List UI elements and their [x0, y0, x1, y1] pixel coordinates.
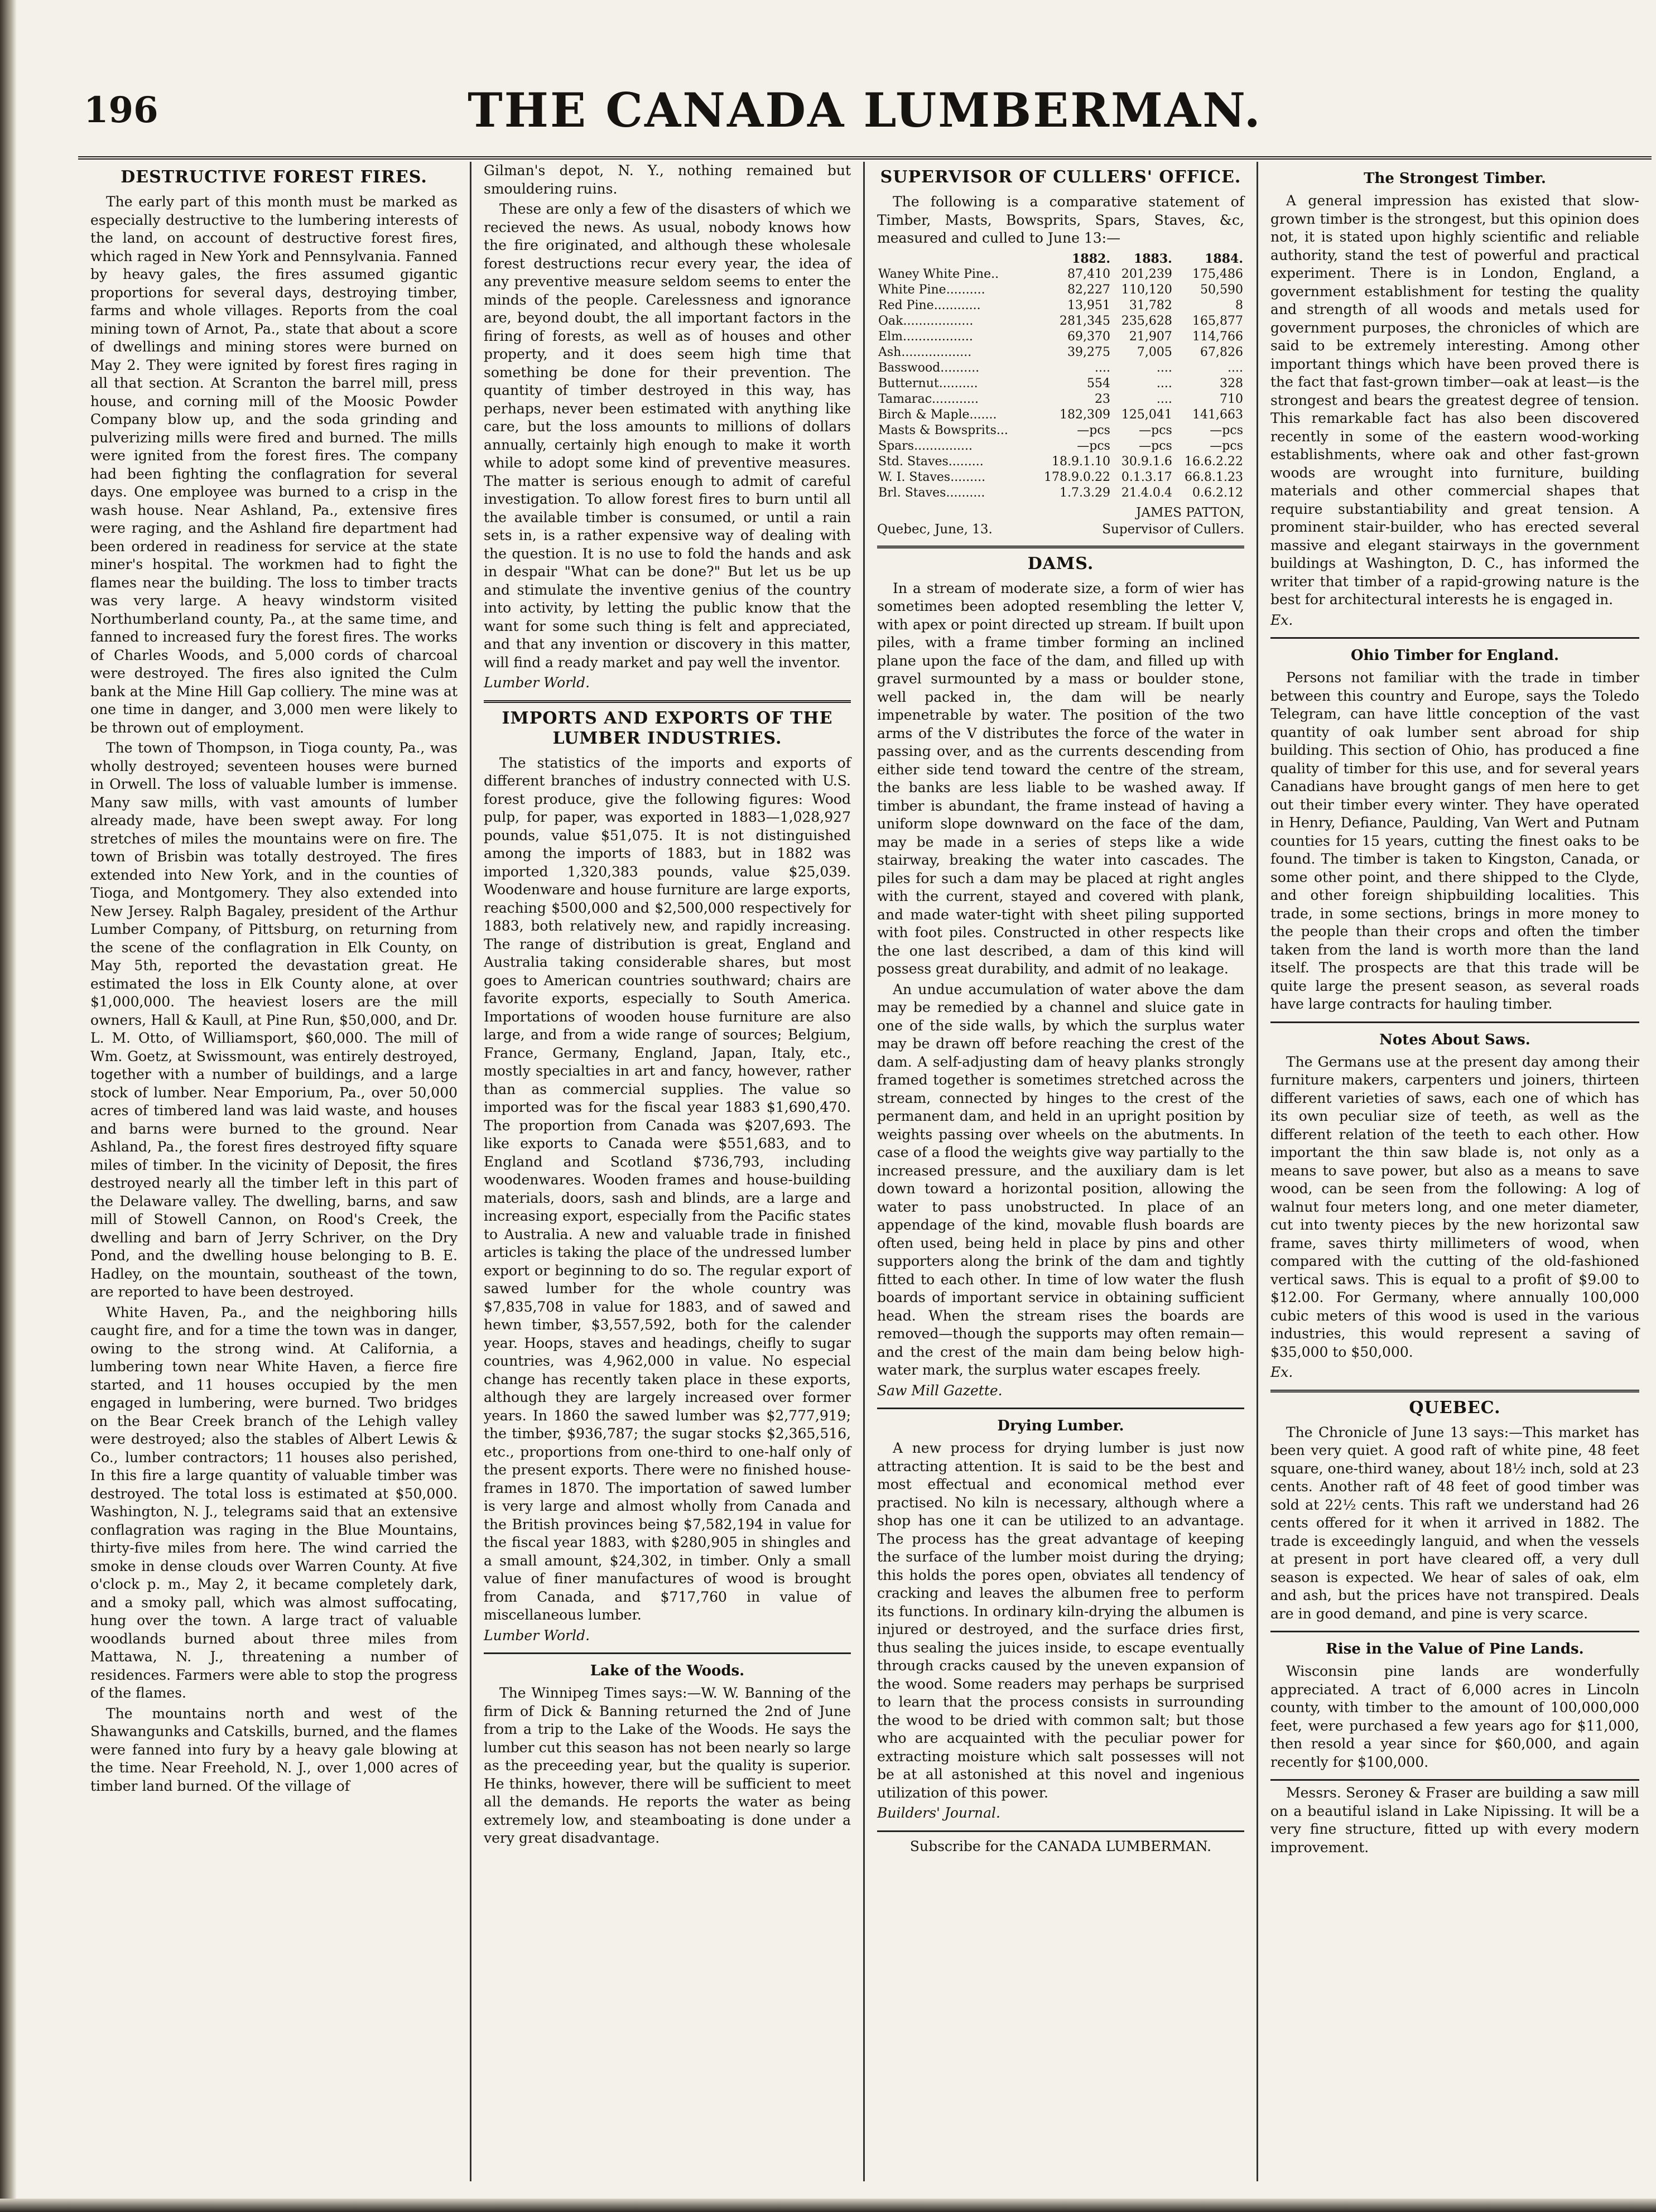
section-divider	[1270, 1021, 1639, 1023]
table-cell-value: —pcs	[1139, 423, 1172, 437]
table-row	[877, 329, 1244, 345]
table-cell-value: 0.1.3.17	[1121, 470, 1172, 484]
article-title-ohio-timber: Ohio Timber for England.	[1350, 647, 1559, 664]
table-cell-value: 67,826	[1200, 345, 1243, 359]
article-title-dams: DAMS.	[1027, 553, 1094, 574]
table-cell-label: Butternut..........	[878, 376, 978, 391]
table-cell-label: Spars...............	[878, 438, 973, 453]
section-divider	[1270, 1779, 1639, 1781]
table-row	[877, 392, 1244, 407]
article-title-forest-fires: DESTRUCTIVE FOREST FIRES.	[121, 167, 427, 187]
table-cell-value: 69,370	[1067, 329, 1110, 344]
table-cell-value: ....	[1227, 360, 1243, 375]
table-row	[877, 438, 1244, 454]
table-cell-value: —pcs	[1210, 423, 1243, 437]
table-cell-label: Ash..................	[878, 345, 972, 359]
table-row	[877, 454, 1244, 470]
column-1	[78, 162, 471, 2181]
table-header	[877, 251, 1031, 267]
masthead	[78, 67, 1652, 160]
article-paragraph: Gilman's depot, N. Y., nothing remained but smouldering ruins.	[484, 162, 851, 197]
section-divider	[1270, 637, 1639, 639]
section-divider	[877, 546, 1244, 548]
column-2	[471, 162, 865, 2181]
table-row	[877, 485, 1244, 501]
table-cell-value: 141,663	[1192, 407, 1243, 422]
table-cell-label: Masts & Bowsprits...	[878, 423, 1008, 437]
page-number: 196	[84, 89, 158, 131]
table-cell-value: 39,275	[1067, 345, 1110, 359]
article-paragraph: The Winnipeg Times says:—W. W. Banning of the firm of Dick & Banning returned the 2nd of June from a trip to the Lake of the Woods. He says the lumber cut this season has not been nearly so large as the preceeding year, but the quality is superior. He thinks, however, there will be sufficient to meet all the demands. He reports the water as being extremely low, and steamboating is done under a very great disadvantage.	[484, 1685, 851, 1846]
table-header: 1883.	[1133, 251, 1172, 266]
subscribe-notice: Subscribe for the CANADA LUMBERMAN.	[909, 1838, 1212, 1854]
table-header: 1882.	[1072, 251, 1110, 266]
table-cell-label: Tamarac............	[878, 392, 979, 406]
table-cell-value: 23	[1094, 392, 1110, 406]
article-paragraph: A general impression has existed that slow-grown timber is the strongest, but this opinion does not, it is stated upon highly scientific and reliable authority, stand the test of powerful and practical experiment. There is in London, England, a government establishment for testing the quality and strength of all woods and metals used for government purposes, the chronicles of which are said to be extremely interesting. Among other important things which have been proved there is the fact that fast-grown timber—oak at least—is the strongest and bears the greatest degree of tension. This remarkable fact has also been discovered recently in some of the eastern wood-working establishments, where oak and other fast-grown woods are wrought into furniture, building materials and other commercial shapes that require substantiability and great tension. A prominent stair-builder, who has erected several massive and elegant stairways in the government buildings at Washington, D. C., has informed the writer that timber of a rapid-growing nature is the best for architectural interests he is engaged in.	[1270, 192, 1639, 608]
section-divider	[877, 1830, 1244, 1832]
signature-name: JAMES PATTON,	[1136, 505, 1244, 520]
signature-line	[877, 521, 1244, 538]
table-cell-value: —pcs	[1077, 438, 1110, 453]
section-divider	[1270, 1631, 1639, 1632]
article-source: Ex.	[1270, 1364, 1293, 1380]
table-cell-value: 165,877	[1192, 314, 1243, 328]
article-paragraph: The early part of this month must be marked as especially destructive to the lumbering interests of the land, on account of destructive forest fires, which raged in New York and Pennsylvania. Fanned by heavy gales, the fires assumed gigantic proportions for several days, destroying timber, farms and whole villages. Reports from the coal mining town of Arnot, Pa., state that about a score of dwellings and mining stores were burned on May 2. They were ignited by forest fires raging in all that section. At Scranton the barrel mill, press house, and corning mill of the Moosic Powder Company blow up, and the soda grinding and pulverizing mills were fired and burned. The mills were ignited from the forest fires. The company had been fighting the conflagration for several days. One employee was burned to a crisp in the wash house. Near Ashland, Pa., extensive fires were raging, and the Ashland fire department had been ordered in readiness for service at the state miner's hospital. The workmen had to fight the flames near the building. The loss to timber tracts was very large. A heavy windstorm visited Northumberland county, Pa., at the same time, and fanned to increased fury the forest fires. The works of Charles Woods, and 5,000 cords of charcoal were destroyed. The fires also ignited the Culm bank at the Mine Hill Gap colliery. The mine was at one time in danger, and 3,000 men were likely to be thrown out of employment.	[90, 194, 458, 736]
article-paragraph: White Haven, Pa., and the neighboring hills caught fire, and for a time the town was in danger, owing to the strong wind. At California, a lumbering town near White Haven, a fierce fire started, and 11 houses occupied by the men engaged in lumbering, were burned. Two bridges on the Bear Creek branch of the Lehigh valley were destroyed; also the stables of Albert Lewis & Co., lumber contractors; 11 houses also perished, In this fire a large quantity of valuable timber was destroyed. The total loss is estimated at $50,000. Washington, N. J., telegrams said that an extensive conflagration was raging in the Blue Mountains, thirty-five miles from here. The wind carried the smoke in dense clouds over Warren County. At five o'clock p. m., May 2, it became completely dark, and a smoky pall, which was almost suffocating, hung over the town. A large tract of valuable woodlands burned about three miles from Mattawa, N. J., threatening a number of residences. Farmers were able to stop the progress of the flames.	[90, 1304, 458, 1701]
article-source: Ex.	[1270, 611, 1293, 628]
section-divider	[1270, 1390, 1639, 1392]
table-cell-label: Waney White Pine..	[878, 267, 999, 281]
paper-title: THE CANADA LUMBERMAN.	[468, 83, 1262, 138]
article-paragraph: The mountains north and west of the Shawangunks and Catskills, burned, and the flames were fanned into fury by a heavy gale blowing at the time. Near Freehold, N. J., over 1,000 acres of timber land burned. Of the village of	[90, 1705, 458, 1794]
table-row	[877, 298, 1244, 314]
table-row	[877, 376, 1244, 392]
table-cell-label: White Pine..........	[878, 282, 985, 297]
table-cell-label: Birch & Maple.......	[878, 407, 997, 422]
table-cell-value: ....	[1095, 360, 1110, 375]
table-cell-value: 114,766	[1192, 329, 1243, 344]
table-cell-value: 82,227	[1067, 282, 1110, 297]
article-paragraph: In a stream of moderate size, a form of wier has sometimes been adopted resembling the letter V, with apex or point directed up stream. If built upon piles, with a frame timber forming an inclined plane upon the face of the dam, and filled up with gravel surmounted by a mass or boulder stone, well packed in, the dam will be nearly impenetrable by water. The position of the two arms of the V distributes the force of the water in passing over, and as the currents descending from either side tend toward the centre of the stream, the banks are less liable to be washed away. If timber is abundant, the frame instead of having a uniform slope downward on the face of the dam, may be made in a series of steps like a wide stairway, breaking the water into cascades. The piles for such a dam may be placed at right angles with the current, stayed and covered with plank, and made water-tight with sheet piling supported with foot piles. Constructed in other respects like the one last described, a dam of this kind will possess great durability, and admit of no leakage.	[877, 580, 1244, 977]
article-title-notes-saws: Notes About Saws.	[1379, 1031, 1530, 1048]
article-title-drying-lumber: Drying Lumber.	[997, 1418, 1124, 1434]
article-paragraph: The following is a comparative statement of Timber, Masts, Bowsprits, Spars, Staves, &c, measured and culled to June 13:—	[877, 194, 1244, 246]
signature-place: Quebec, June, 13.	[877, 522, 993, 537]
article-paragraph: The Chronicle of June 13 says:—This market has been very quiet. A good raft of white pine, 48 feet square, one-third waney, about 18½ inch, sold at 23 cents. Another raft of 48 feet of good timber was sold at 22½ cents. This raft we understand had 26 cents offered for it when it arrived in 1882. The trade is exceedingly languid, and when the vessels at present in port have cleared off, a very dull season is expected. We hear of sales of oak, elm and ash, but the prices have not transpired. Deals are in good demand, and pine is very scarce.	[1270, 1424, 1639, 1622]
cullers-table	[877, 251, 1244, 501]
column-3	[865, 162, 1258, 2181]
table-cell-label: Brl. Staves..........	[878, 485, 985, 500]
table-row	[877, 407, 1244, 423]
newspaper-page	[78, 50, 1652, 2204]
table-cell-value: ....	[1156, 376, 1172, 391]
table-cell-label: Red Pine............	[878, 298, 981, 312]
section-divider	[877, 1408, 1244, 1409]
table-cell-value: 30.9.1.6	[1121, 454, 1172, 469]
table-cell-value: —pcs	[1139, 438, 1172, 453]
table-cell-value: 87,410	[1067, 267, 1110, 281]
table-cell-value: 110,120	[1121, 282, 1172, 297]
article-paragraph: Wisconsin pine lands are wonderfully appreciated. A tract of 6,000 acres in Lincoln county, with timber to the amount of 100,000,000 feet, were purchased a few years ago for $11,000, then resold a year since for $60,000, and again recently for $100,000.	[1270, 1663, 1639, 1770]
table-row	[877, 423, 1244, 438]
table-row	[877, 360, 1244, 376]
table-cell-value: ....	[1156, 360, 1172, 375]
table-cell-value: —pcs	[1077, 423, 1110, 437]
article-title-strongest-timber: The Strongest Timber.	[1364, 170, 1546, 187]
table-cell-value: 18.9.1.10	[1052, 454, 1110, 469]
section-divider	[484, 700, 851, 703]
article-title-quebec: QUEBEC.	[1409, 1397, 1501, 1418]
table-row	[877, 282, 1244, 298]
table-cell-value: 21.4.0.4	[1121, 485, 1172, 500]
table-cell-label: Elm..................	[878, 329, 973, 344]
table-cell-value: —pcs	[1210, 438, 1243, 453]
table-row	[877, 470, 1244, 485]
table-cell-value: 13,951	[1067, 298, 1110, 312]
table-cell-label: Basswood..........	[878, 360, 980, 375]
article-paragraph: The town of Thompson, in Tioga county, Pa., was wholly destroyed; seventeen houses were burned in Orwell. The loss of valuable lumber is immense. Many saw mills, with vast amounts of lumber already made, have been swept away. For long stretches of miles the mountains were on fire. The town of Brisbin was totally destroyed. The fires extended into New York, and in the counties of Tioga, and Montgomery. They also extended into New Jersey. Ralph Bagaley, president of the Arthur Lumber Company, of Pittsburg, on returning from the scene of the conflagration in Elk County, on May 5th, reported the devastation great. He estimated the loss in Elk County alone, at over $1,000,000. The heaviest losers are the mill owners, Hall & Kaull, at Pine Run, $50,000, and Dr. L. M. Otto, of Williamsport, $60,000. The mill of Wm. Goetz, at Swissmount, was entirely destroyed, together with a number of buildings, and a large stock of lumber. Near Emporium, Pa., over 50,000 acres of timbered land was laid waste, and houses and barns were burned to the ground. Near Ashland, Pa., the forest fires destroyed fifty square miles of timber. In the vicinity of Deposit, the fires destroyed nearly all the timber left in this part of the Delaware valley. The dwelling, barns, and saw mill of Stowell Cannon, on Rood's Creek, the dwelling and barn of Jerry Schriver, on the Dry Pond, and the dwelling house belonging to B. E. Hadley, on the mountain, southeast of the town, are reported to have been destroyed.	[90, 740, 458, 1300]
article-paragraph: The Germans use at the present day among their furniture makers, carpenters und joiners, thirteen different varieties of saws, each one of which has its own peculiar size of teeth, as well as the different relation of the teeth to each other. How important the thin saw blade is, not only as a means to save power, but also as a means to save wood, can be seen from the following: A log of walnut four meters long, and one meter diameter, cut into twenty pieces by the new horizontal saw frame, saves thirty millimeters of wood, when compared with the cutting of the old-fashioned vertical saws. This is equal to a profit of $9.00 to $12.00. For Germany, where annually 100,000 cubic meters of this wood is used in the various industries, this would represent a saving of $35,000 to $50,000.	[1270, 1053, 1639, 1360]
article-paragraph: The statistics of the imports and exports of different branches of industry connected with U.S. forest produce, give the following figures: Wood pulp, for paper, was exported in 1883—1,028,927 pounds, value $51,075. It is not distinguished among the imports of 1883, but in 1882 was imported 1,320,383 pounds, value $25,039. Woodenware and house furniture are large exports, reaching $500,000 and $2,500,000 respectively for 1883, both relatively new, and rapidly increasing. The range of distribution is great, England and Australia taking considerable shares, but most goes to American countries southward; chairs are favorite exports, especially to South America. Importations of wooden house furniture are also large, and from a wide range of sources; Belgium, France, Germany, England, Japan, Italy, etc., mostly specialties in art and fancy, however, rather than as commercial supplies. The value so imported was for the fiscal year 1883 $1,690,470. The proportion from Canada was $207,693. The like exports to Canada were $551,683, and to England and Scotland $736,793, including woodenwares. Wooden frames and house-building materials, doors, sash and blinds, are a large and increasing export, especially from the Pacific states to Australia. A new and valuable trade in finished articles is taking the place of the undressed lumber export or beginning to do so. The regular export of sawed lumber for the whole country was $7,835,708 in value for 1883, and of sawed and hewn timber, $3,557,592, both for the calender year. Hoops, staves and headings, cheifly to sugar countries, was 4,962,000 in value. No especial change has recently taken place in these exports, although they are largely increased over former years. In 1860 the sawed lumber was $2,777,919; the timber, $936,787; the sugar stocks $2,365,516, etc., proportions from one-third to one-half only of the present exports. There were no finished house-frames in 1870. The importation of sawed lumber is very large and almost wholly from Canada and the British provinces being $7,582,194 in value for the fiscal year 1883, with $280,905 in shingles and a small amount, $24,302, in timber. Only a small value of finer manufactures of wood is brought from Canada, and $717,760 in value of miscellaneous lumber.	[484, 754, 851, 1623]
article-paragraph: These are only a few of the disasters of which we recieved the news. As usual, nobody knows how the fire originated, and although these wholesale forest destructions recur every year, the idea of any preventive measure seldom seems to enter the minds of the people. Carelessness and ignorance are, beyond doubt, the all important factors in the firing of forests, as well as of houses and other property, and it does seem high time that something be done for their prevention. The quantity of timber destroyed in this way, has perhaps, never been estimated with anything like care, but the loss amounts to millions of dollars annually, certainly high enough to make it worth while to adopt some kind of preventive measures. The matter is serious enough to admit of careful investigation. To allow forest fires to burn until all the available timber is consumed, or until a rain sets in, is a rather expensive way of dealing with the question. It is no use to fold the hands and ask in despair "What can be done?" But let us be up and stimulate the inventive genius of the country into activity, by letting the public know that the want for some such thing is felt and appreciated, and that any invention or discovery in this matter, will find a ready market and pay well the inventor.	[484, 201, 851, 671]
article-source: Saw Mill Gazette.	[877, 1382, 1003, 1399]
article-paragraph: An undue accumulation of water above the dam may be remedied by a channel and sluice gate in one of the side walls, by which the surplus water may be drawn off before reaching the crest of the dam. A self-adjusting dam of heavy planks strongly framed together is sometimes stretched across the stream, connected by hinges to the crest of the permanent dam, and held in an upright position by weights passing over wheels on the abutments. In case of a flood the weights give way partially to the increased pressure, and the auxiliary dam is let down toward a horizontal position, allowing the water to pass unobstructed. In place of an appendage of the kind, movable flush boards are often used, being held in place by pins and other supporters along the brink of the dam and tightly fitted to each other. In time of low water the flush boards of important service in obtaining sufficient head. When the stream rises the boards are removed—though the supports may often remain—and the crest of the main dam being below high-water mark, the surplus water escapes freely.	[877, 981, 1244, 1378]
article-title-imports-exports: IMPORTS AND EXPORTS OF THE LUMBER INDUSTRIES.	[502, 708, 833, 748]
table-row	[877, 267, 1244, 282]
article-paragraph: Persons not familiar with the trade in timber between this country and Europe, says the Toledo Telegram, can have little conception of the vast quantity of oak lumber sent abroad for ship building. This section of Ohio, has produced a fine quality of timber for this use, and for several years Canadians have brought gangs of men here to get out their timber every winter. They have operated in Henry, Defiance, Paulding, Van Wert and Putnam counties for 15 years, cutting the finest oaks to be found. The timber is taken to Kingston, Canada, or some other point, and there shipped to the Clyde, and other foreign shipbuilding localities. This trade, in some sections, brings in more money to the people than their crops and often the timber taken from the land is worth more than the land itself. The prospects are that this trade will be quite large the present season, as several roads have large contracts for hauling timber.	[1270, 669, 1639, 1012]
table-cell-value: 7,005	[1137, 345, 1172, 359]
table-cell-value: 1.7.3.29	[1060, 485, 1110, 500]
table-cell-value: 21,907	[1129, 329, 1172, 344]
table-cell-label: W. I. Staves.........	[878, 470, 986, 484]
article-source: Lumber World.	[484, 1627, 590, 1644]
table-cell-label: Oak..................	[878, 314, 974, 328]
table-row	[877, 314, 1244, 329]
article-source: Builders' Journal.	[877, 1805, 1000, 1821]
columns	[78, 162, 1652, 2181]
table-row	[877, 345, 1244, 360]
scan-bottom-shadow	[0, 2199, 1656, 2212]
table-header-row	[877, 251, 1244, 267]
table-cell-value: ....	[1156, 392, 1172, 406]
table-cell-value: 182,309	[1060, 407, 1110, 422]
table-cell-value: 201,239	[1121, 267, 1172, 281]
table-cell-value: 175,486	[1192, 267, 1243, 281]
article-source: Lumber World.	[484, 674, 590, 691]
table-cell-value: 281,345	[1060, 314, 1110, 328]
article-title-pine-lands: Rise in the Value of Pine Lands.	[1326, 1641, 1584, 1657]
table-cell-value: 235,628	[1121, 314, 1172, 328]
table-cell-value: 554	[1086, 376, 1110, 391]
signature-role: Supervisor of Cullers.	[1102, 522, 1244, 537]
table-cell-value: 328	[1220, 376, 1243, 391]
table-cell-value: 50,590	[1200, 282, 1243, 297]
article-paragraph: A new process for drying lumber is just now attracting attention. It is said to be the best and most effectual and economical method ever practised. No kiln is necessary, although where a shop has one it can be utilized to an advantage. The process has the great advantage of keeping the surface of the lumber moist during the drying; this holds the pores open, obviates all tendency of cracking and leaves the albumen free to perform its functions. In ordinary kiln-drying the albumen is injured or destroyed, and the surface dries first, thus sealing the juices inside, to escape eventually through cracks caused by the uneven expansion of the wood. Some readers may perhaps be surprised to learn that the process consists in surrounding the wood to be dried with common salt; but those who are acquainted with the peculiar power for extracting moisture which salt possesses will not be at all astonished at this novel and ingenious utilization of this power.	[877, 1440, 1244, 1801]
table-cell-value: 178.9.0.22	[1044, 470, 1110, 484]
table-cell-label: Std. Staves.........	[878, 454, 984, 469]
article-title-cullers-office: SUPERVISOR OF CULLERS' OFFICE.	[880, 167, 1241, 187]
article-title-lake-of-the-woods: Lake of the Woods.	[590, 1662, 745, 1679]
table-body	[877, 267, 1244, 501]
table-header: 1884.	[1205, 251, 1243, 266]
table-cell-value: 31,782	[1129, 298, 1172, 312]
table-cell-value: 710	[1220, 392, 1243, 406]
table-cell-value: 0.6.2.12	[1192, 485, 1243, 500]
table-cell-value: 8	[1235, 298, 1243, 312]
table-cell-value: 16.6.2.22	[1185, 454, 1243, 469]
section-divider	[484, 1652, 851, 1654]
column-4	[1258, 162, 1652, 2181]
table-cell-value: 125,041	[1121, 407, 1172, 422]
scan-edge-shadow	[0, 0, 17, 2212]
article-paragraph: Messrs. Seroney & Fraser are building a saw mill on a beautiful island in Lake Nipissing. It will be a very fine structure, fitted up with every modern improvement.	[1270, 1785, 1639, 1856]
table-cell-value: 66.8.1.23	[1185, 470, 1243, 484]
